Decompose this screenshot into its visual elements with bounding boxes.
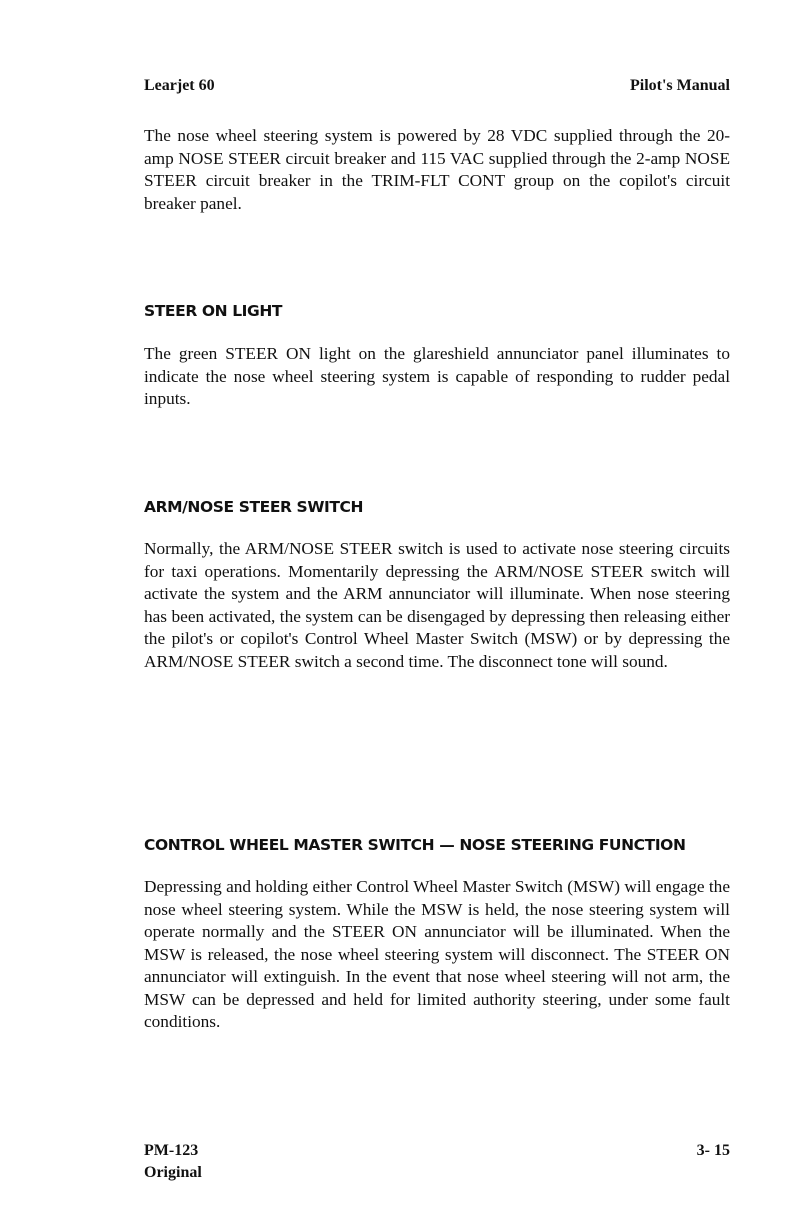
header-aircraft-title: Learjet 60 [144, 77, 215, 94]
intro-paragraph: The nose wheel steering system is powered by 28 VDC supplied through the 20-amp NOSE STEER circuit breaker and 115 VAC supplied through the 2-amp NOSE STEER circuit breaker in the TRIM-FLT CONT group on the copilot's circuit breaker panel. [144, 126, 730, 213]
revision-status: Original [144, 1164, 202, 1181]
section-body-arm-nose-steer-switch: Normally, the ARM/NOSE STEER switch is used to activate nose steering circuits for taxi operations. Momentarily depressing the ARM/NOSE STEER switch will activate the system and the ARM annunciator will illuminate. When nose steering has been activated, the system can be disengaged by depressing then releasing either the pilot's or copilot's Control Wheel Master Switch (MSW) or by depressing the ARM/NOSE STEER switch a second time. The disconnect tone will sound. [144, 539, 730, 671]
section-body-control-wheel-master-switch: Depressing and holding either Control Wheel Master Switch (MSW) will engage the nose wheel steering system. While the MSW is held, the nose steering system will operate normally and the STEER ON annunciator will be illuminated. When the MSW is released, the nose wheel steering system will disconnect. The STEER ON annunciator will extinguish. In the event that nose wheel steering will not arm, the MSW can be depressed and held for limited authority steering, under some fault conditions. [144, 877, 730, 1031]
document-number: PM-123 [144, 1142, 199, 1159]
section-heading-steer-on-light: STEER ON LIGHT [144, 302, 283, 320]
header-manual-title: Pilot's Manual [629, 77, 730, 94]
section-body-steer-on-light: The green STEER ON light on the glareshield annunciator panel illuminates to indicate the nose wheel steering system is capable of responding to rudder pedal inputs. [144, 344, 730, 408]
page-footer-left [144, 1140, 202, 1184]
section-heading-arm-nose-steer-switch: ARM/NOSE STEER SWITCH [144, 498, 364, 516]
page-number: 3- 15 [696, 1142, 730, 1159]
page-header [144, 77, 730, 95]
section-heading-control-wheel-master-switch: CONTROL WHEEL MASTER SWITCH — NOSE STEERING FUNCTION [144, 836, 686, 854]
manual-page [144, 0, 730, 1224]
